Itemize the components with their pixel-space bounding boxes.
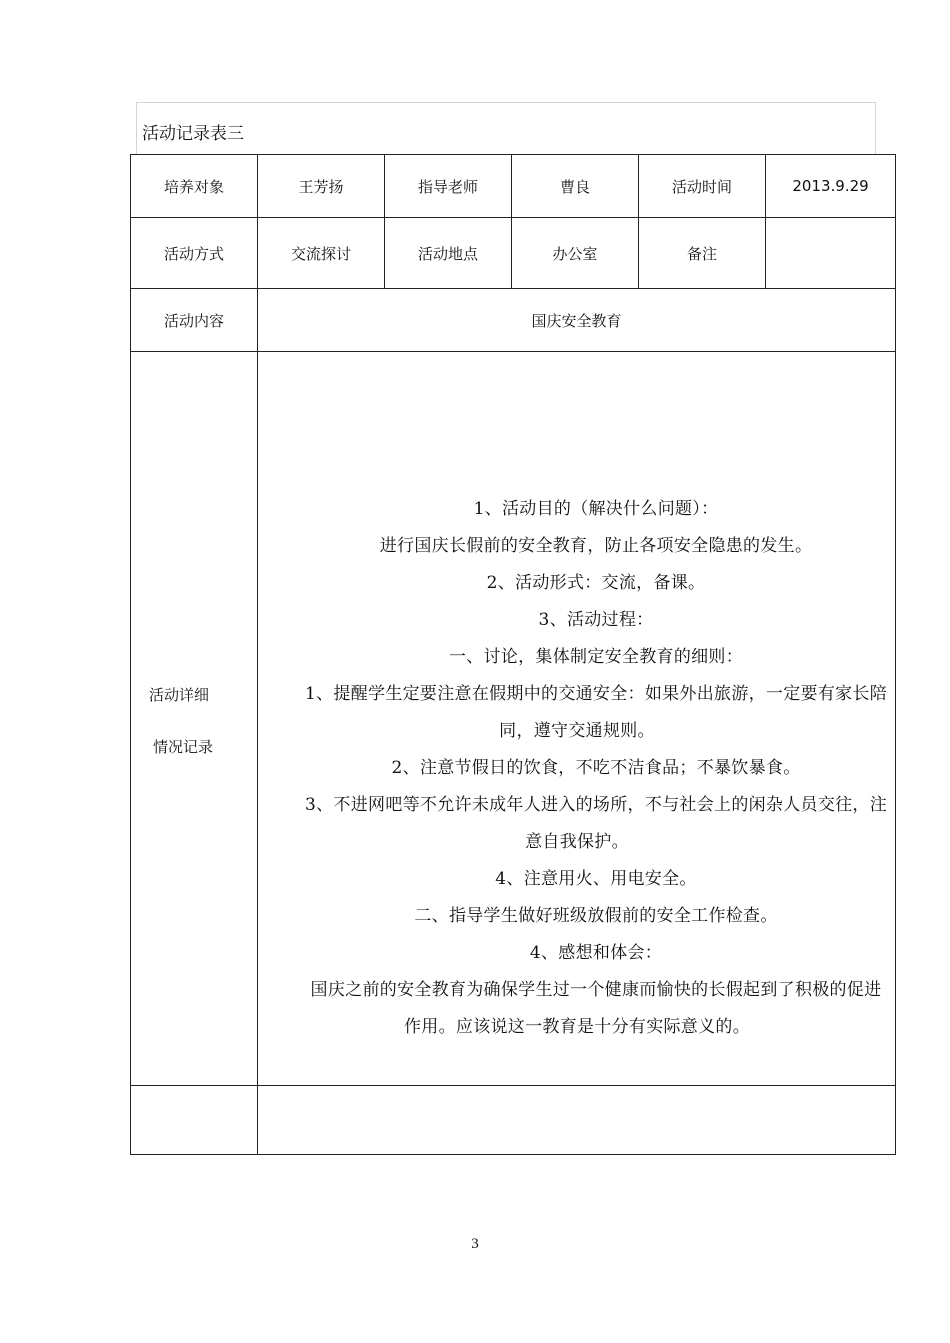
detail-paragraph: 国庆之前的安全教育为确保学生过一个健康而愉快的长假起到了积极的促进作用。应该说这一教育是十分有实际意义的。 (310, 980, 882, 1037)
value-note (766, 218, 896, 289)
label-detail-cell (131, 352, 258, 1086)
label-detail-line2: 情况记录 (153, 738, 214, 756)
label-target: 培养对象 (131, 155, 258, 218)
detail-paragraphs (258, 391, 895, 1046)
empty-label-cell (131, 1086, 258, 1155)
label-method: 活动方式 (131, 218, 258, 289)
value-place: 办公室 (512, 218, 639, 289)
table-row (131, 155, 896, 218)
label-place: 活动地点 (385, 218, 512, 289)
table-row (131, 289, 896, 352)
value-method: 交流探讨 (258, 218, 385, 289)
detail-paragraph: 2、注意节假日的饮食，不吃不洁食品；不暴饮暴食。 (391, 758, 801, 778)
value-content: 国庆安全教育 (258, 289, 896, 352)
title-box (136, 102, 876, 154)
label-time: 活动时间 (639, 155, 766, 218)
value-teacher: 曹良 (512, 155, 639, 218)
label-detail-line1: 活动详细 (149, 686, 210, 704)
label-teacher: 指导老师 (385, 155, 512, 218)
detail-paragraph: 1、提醒学生定要注意在假期中的交通安全：如果外出旅游，一定要有家长陪同，遵守交通规则。 (305, 684, 888, 741)
activity-record-table (130, 154, 896, 1155)
detail-paragraph: 3、不进网吧等不允许未成年人进入的场所，不与社会上的闲杂人员交往，注意自我保护。 (305, 795, 888, 852)
detail-paragraph: 4、注意用火、用电安全。 (495, 869, 697, 889)
label-note: 备注 (639, 218, 766, 289)
detail-paragraph: 1、活动目的（解决什么问题）： (473, 499, 719, 519)
detail-record-cell (258, 352, 896, 1086)
empty-value-cell (258, 1086, 896, 1155)
detail-paragraph: 3、活动过程： (538, 610, 654, 630)
label-content: 活动内容 (131, 289, 258, 352)
value-time: 2013.9.29 (766, 155, 896, 218)
document-title: 活动记录表三 (142, 124, 244, 144)
detail-paragraph: 4、感想和体会： (529, 943, 663, 963)
detail-paragraph: 二、指导学生做好班级放假前的安全工作检查。 (414, 906, 778, 926)
value-target: 王芳扬 (258, 155, 385, 218)
table-row (131, 352, 896, 1086)
table-row (131, 218, 896, 289)
table-row (131, 1086, 896, 1155)
detail-paragraph: 2、活动形式：交流，备课。 (486, 573, 706, 593)
detail-paragraph: 进行国庆长假前的安全教育，防止各项安全隐患的发生。 (379, 536, 813, 556)
page-number: 3 (471, 1236, 479, 1252)
detail-paragraph: 一、讨论，集体制定安全教育的细则： (448, 647, 744, 667)
